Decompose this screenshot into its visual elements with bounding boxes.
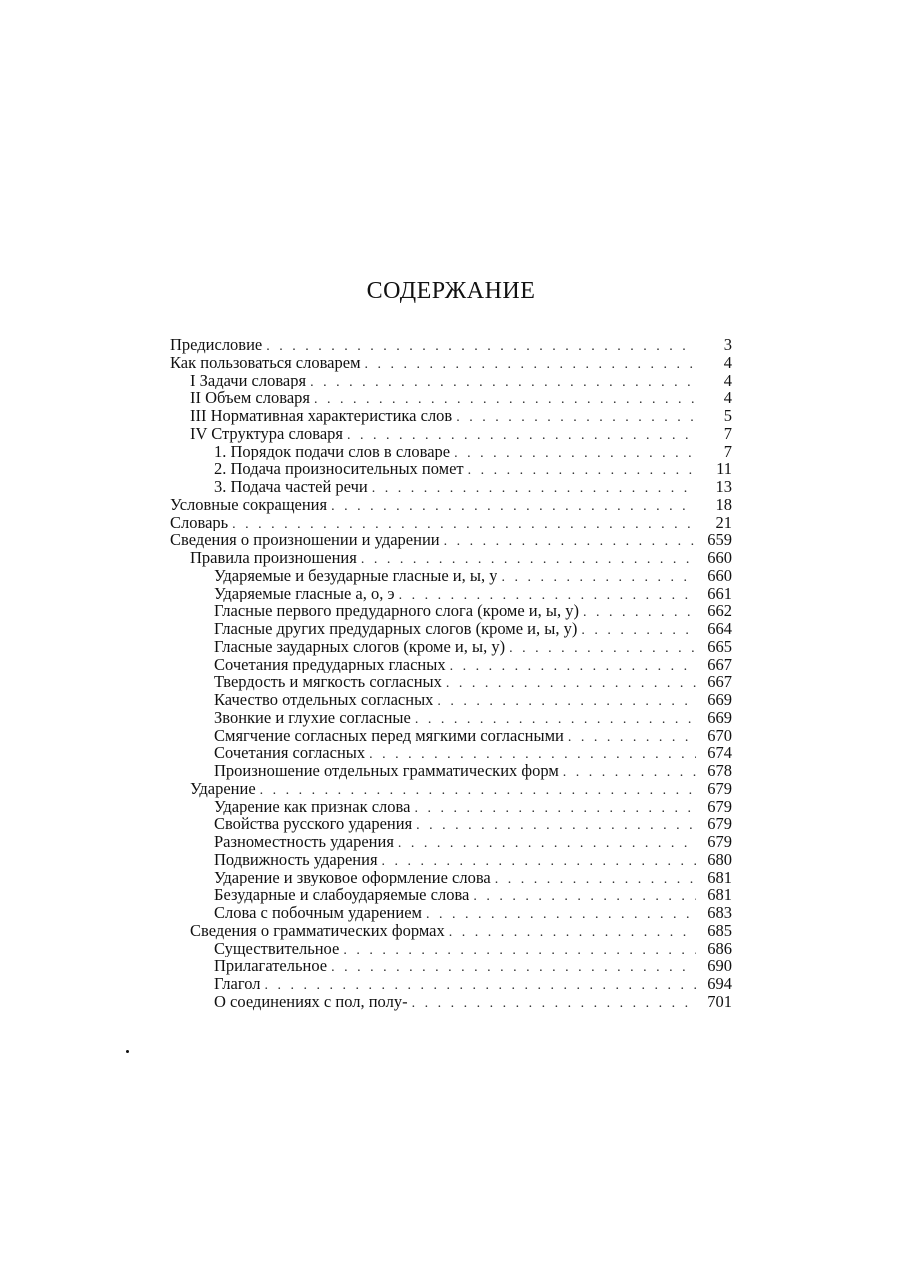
toc-entry: [170, 833, 732, 851]
toc-entry-title: Ударяемые и безударные гласные и, ы, у: [214, 566, 498, 585]
toc-page-number: 679: [707, 796, 732, 816]
toc-page-number: 5: [723, 406, 732, 425]
dot-leader: [437, 693, 696, 711]
toc-page-number: 667: [707, 672, 732, 692]
toc-page-number: 665: [707, 636, 732, 656]
dot-leader: [583, 604, 696, 622]
toc-entry: [170, 709, 732, 727]
print-speck: [126, 1050, 129, 1053]
toc-entry: [170, 407, 732, 425]
toc-entry-title: Сведения о грамматических формах: [190, 921, 445, 940]
toc-entry-title: IV Структура словаря: [190, 424, 344, 443]
toc-entry: [170, 460, 732, 478]
toc-page-number: 7: [723, 423, 732, 443]
toc-entry: [170, 975, 732, 993]
toc-entry: [170, 869, 732, 887]
toc-entry-title: Слова с побочным ударением: [214, 904, 422, 922]
toc-entry: [170, 940, 732, 958]
toc-entry: [170, 354, 732, 372]
toc-entry: [170, 727, 732, 745]
toc-entry-title: Ударяемые гласные а, о, э: [214, 584, 395, 603]
dot-leader: [331, 498, 696, 516]
toc-page-number: 694: [707, 974, 732, 993]
toc-entry: [170, 620, 732, 638]
toc-entry: [170, 549, 732, 567]
toc-page-number: 669: [707, 707, 732, 727]
toc-entry: [170, 957, 732, 975]
toc-entry-title: Гласные других предударных слогов (кроме и, ы, у): [214, 620, 578, 638]
toc-page-number: 660: [707, 565, 732, 585]
toc-entry-title: Условные сокращения: [170, 495, 328, 514]
dot-leader: [365, 356, 696, 374]
table-of-contents: [170, 336, 732, 1011]
dot-leader: [563, 764, 696, 782]
dot-leader: [412, 995, 696, 1013]
dot-leader: [468, 462, 696, 480]
toc-entry: [170, 993, 732, 1011]
toc-entry-title: Существительное: [214, 939, 340, 958]
toc-entry: [170, 336, 732, 354]
toc-page-number: 674: [707, 743, 732, 763]
toc-entry: [170, 567, 732, 585]
toc-page-number: 21: [715, 512, 732, 532]
toc-entry: [170, 922, 732, 940]
toc-page-number: 679: [707, 778, 732, 798]
toc-page-number: 686: [707, 938, 732, 958]
dot-leader: [398, 835, 696, 853]
toc-entry: [170, 602, 732, 620]
toc-entry-title: Гласные заударных слогов (кроме и, ы, у): [214, 637, 506, 656]
toc-page-number: 7: [723, 441, 732, 461]
dot-leader: [495, 871, 696, 889]
toc-entry: [170, 425, 732, 443]
toc-entry-title: III Нормативная характеристика слов: [190, 407, 453, 425]
toc-page-number: 664: [707, 619, 732, 638]
dot-leader: [449, 924, 696, 942]
dot-leader: [568, 729, 696, 747]
toc-page-number: 679: [707, 832, 732, 851]
toc-page-number: 4: [723, 352, 732, 372]
toc-page-number: 680: [707, 849, 732, 869]
dot-leader: [444, 533, 696, 551]
toc-entry-title: Разноместность ударения: [214, 833, 394, 851]
toc-entry: [170, 443, 732, 461]
toc-page-number: 679: [707, 814, 732, 834]
dot-leader: [509, 640, 696, 658]
toc-entry: [170, 780, 732, 798]
dot-leader: [426, 906, 696, 924]
dot-leader: [473, 888, 696, 906]
toc-entry-title: I Задачи словаря: [190, 371, 307, 390]
toc-page-number: 669: [707, 690, 732, 709]
toc-entry: [170, 798, 732, 816]
toc-page-number: 660: [707, 548, 732, 567]
toc-entry-title: Словарь: [170, 513, 229, 532]
toc-entry: [170, 389, 732, 407]
toc-page-number: 3: [723, 335, 732, 354]
dot-leader: [456, 409, 696, 427]
toc-entry: [170, 585, 732, 603]
toc-entry-title: Гласные первого предударного слога (кроме и, ы, у): [214, 602, 579, 620]
toc-entry-title: Глагол: [214, 975, 261, 993]
dot-leader: [501, 569, 696, 587]
toc-entry-title: Правила произношения: [190, 549, 357, 567]
dot-leader: [343, 942, 696, 960]
toc-entry-title: Произношение отдельных грамматических форм: [214, 762, 559, 780]
dot-leader: [450, 658, 696, 676]
dot-leader: [414, 800, 696, 818]
toc-entry: [170, 372, 732, 390]
toc-entry-title: Звонкие и глухие согласные: [214, 708, 411, 727]
toc-page-number: 670: [707, 725, 732, 745]
toc-entry: [170, 514, 732, 532]
toc-entry: [170, 478, 732, 496]
toc-entry: [170, 673, 732, 691]
toc-page-number: 662: [707, 601, 732, 621]
toc-entry-title: Подвижность ударения: [214, 850, 378, 869]
toc-entry-title: Твердость и мягкость согласных: [214, 673, 442, 691]
toc-entry-title: Ударение: [190, 779, 256, 798]
toc-page-number: 681: [707, 867, 732, 887]
toc-entry: [170, 691, 732, 709]
toc-page-number: 678: [707, 761, 732, 780]
toc-page-number: 18: [715, 494, 732, 514]
toc-entry-title: Сведения о произношении и ударении: [170, 531, 440, 549]
toc-page-number: 701: [707, 991, 732, 1011]
toc-entry-title: 2. Подача произносительных помет: [214, 460, 464, 478]
toc-entry: [170, 851, 732, 869]
toc-page-number: 4: [723, 388, 732, 408]
toc-entry: [170, 638, 732, 656]
toc-entry-title: Качество отдельных согласных: [214, 691, 434, 709]
toc-entry-title: Как пользоваться словарем: [170, 353, 361, 372]
toc-page-number: 683: [707, 903, 732, 922]
dot-leader: [454, 445, 696, 463]
toc-page-number: 685: [707, 920, 732, 940]
toc-page-number: 13: [715, 477, 732, 496]
toc-entry-title: II Объем словаря: [190, 389, 310, 407]
toc-entry-title: Ударение и звуковое оформление слова: [214, 868, 491, 887]
toc-page-number: 681: [707, 885, 732, 905]
toc-page-number: 659: [707, 530, 732, 550]
toc-entry-title: Прилагательное: [214, 957, 328, 975]
toc-entry-title: 3. Подача частей речи: [214, 478, 368, 496]
toc-entry: [170, 904, 732, 922]
toc-entry-title: Ударение как признак слова: [214, 797, 411, 816]
toc-page-number: 4: [723, 370, 732, 390]
toc-entry-title: Безударные и слабоударяемые слова: [214, 886, 470, 904]
dot-leader: [446, 675, 696, 693]
toc-page-number: 11: [716, 459, 732, 479]
toc-entry-title: Смягчение согласных перед мягкими согласными: [214, 726, 564, 745]
toc-entry-title: Сочетания предударных гласных: [214, 655, 446, 674]
toc-entry-title: 1. Порядок подачи слов в словаре: [214, 442, 451, 461]
toc-page-number: 690: [707, 956, 732, 976]
toc-entry-title: Предисловие: [170, 336, 263, 354]
toc-entry-title: Сочетания согласных: [214, 744, 366, 762]
page-title: СОДЕРЖАНИЕ: [366, 278, 536, 304]
toc-entry: [170, 531, 732, 549]
toc-entry: [170, 496, 732, 514]
dot-leader: [372, 480, 696, 498]
dot-leader: [331, 959, 696, 977]
toc-entry: [170, 744, 732, 762]
toc-entry: [170, 656, 732, 674]
dot-leader: [310, 374, 696, 392]
toc-entry-title: Свойства русского ударения: [214, 815, 413, 833]
dot-leader: [416, 817, 696, 835]
toc-entry-title: О соединениях с пол, полу-: [214, 992, 408, 1011]
toc-entry: [170, 762, 732, 780]
toc-page-number: 667: [707, 654, 732, 674]
toc-entry: [170, 815, 732, 833]
toc-entry: [170, 886, 732, 904]
dot-leader: [581, 622, 696, 640]
toc-page-number: 661: [707, 583, 732, 603]
